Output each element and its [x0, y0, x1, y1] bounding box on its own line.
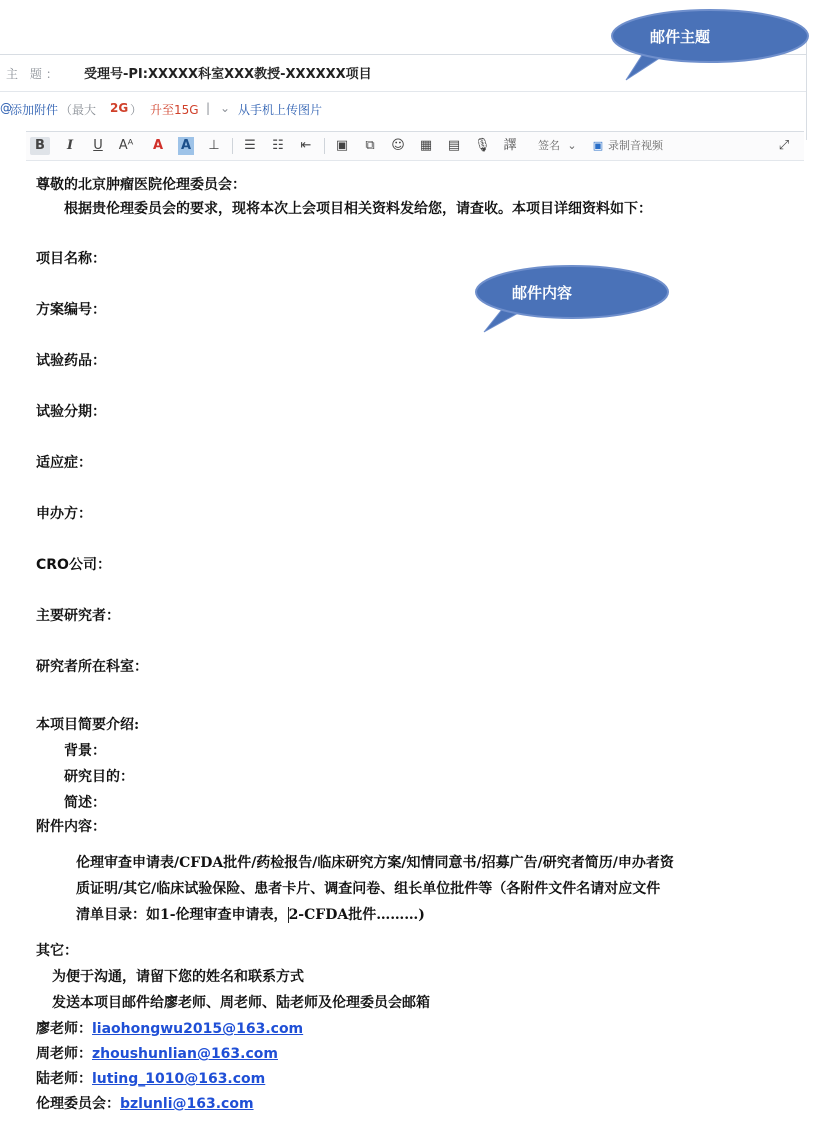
content-callout-label: 邮件内容	[512, 284, 573, 302]
attachment-bar	[0, 92, 806, 126]
image-icon[interactable]: ▣	[335, 138, 349, 153]
emoji-icon[interactable]: ☺	[391, 138, 405, 153]
max-size-close: ）	[130, 103, 143, 117]
field-protocol-number: 方案编号：	[36, 302, 106, 318]
add-attachment-link[interactable]: 添加附件	[10, 103, 59, 117]
mobile-upload-link[interactable]: 从手机上传图片	[238, 103, 323, 117]
italic-button[interactable]: I	[66, 138, 74, 153]
attach-divider: |	[206, 101, 211, 115]
field-test-drug: 试验药品：	[36, 353, 106, 369]
contact-email-link[interactable]: zhoushunlian@163.com	[92, 1046, 278, 1062]
contact-row	[36, 1093, 254, 1113]
contact-row	[36, 1018, 303, 1038]
subject-callout	[608, 6, 813, 84]
contact-email-link[interactable]: luting_1010@163.com	[92, 1071, 266, 1087]
background-color-button[interactable]: A	[178, 137, 194, 155]
field-sponsor: 申办方：	[36, 506, 92, 522]
contact-name: 陆老师：	[36, 1071, 92, 1087]
calendar-icon[interactable]: ▤	[447, 138, 461, 153]
email-body[interactable]	[0, 160, 826, 1130]
greeting: 尊敬的北京肿瘤医院伦理委员会：	[36, 177, 246, 193]
attachments-line-2: 质证明/其它/临床试验保险、患者卡片、调查问卷、组长单位批件等（各附件文件名请对应文件	[76, 881, 661, 897]
format-brush-button[interactable]: ⊥	[208, 138, 220, 153]
font-size-button[interactable]: Aᴬ	[118, 138, 134, 153]
contact-row	[36, 1043, 278, 1063]
summary-objective: 研究目的：	[64, 769, 134, 785]
field-principal-investigator: 主要研究者：	[36, 608, 120, 624]
microphone-icon[interactable]: 🎙	[474, 138, 491, 153]
signature-dropdown[interactable]: 签名	[538, 139, 560, 152]
attachments-line-3-part-a: 清单目录：如1-伦理审查申请表，	[76, 907, 288, 923]
attachments-line-3	[76, 904, 425, 924]
indent-button[interactable]: ⇤	[300, 138, 312, 153]
field-project-name: 项目名称：	[36, 251, 106, 267]
chevron-down-icon[interactable]: ⌄	[220, 101, 231, 115]
subject-label: 主 题：	[6, 67, 62, 81]
summary-title: 本项目简要介绍:	[36, 717, 140, 733]
intro-paragraph: 根据贵伦理委员会的要求，现将本次上会项目相关资料发给您，请查收。本项目详细资料如下：	[64, 201, 652, 217]
subject-input[interactable]: 受理号-PI:XXXXX科室XXX教授-XXXXXX项目	[84, 67, 372, 82]
toolbar-separator	[232, 138, 233, 154]
contact-email-link[interactable]: liaohongwu2015@163.com	[92, 1021, 304, 1037]
contact-email-link[interactable]: bzlunli@163.com	[120, 1096, 254, 1112]
max-size-value: 2G	[110, 101, 129, 115]
attachments-line-3-part-b: 2-CFDA批件………)	[288, 907, 425, 923]
field-cro: CRO公司：	[36, 557, 111, 573]
field-indication: 适应症：	[36, 455, 92, 471]
underline-button[interactable]: U	[93, 138, 103, 153]
contact-name: 周老师：	[36, 1046, 92, 1062]
bold-button[interactable]: B	[30, 137, 50, 155]
translate-icon[interactable]: 譯	[503, 138, 517, 153]
font-color-button[interactable]: A	[152, 138, 164, 153]
align-button[interactable]: ☰	[244, 138, 256, 153]
other-line-2: 发送本项目邮件给廖老师、周老师、陆老师及伦理委员会邮箱	[52, 995, 430, 1011]
chevron-down-icon[interactable]: ⌄	[567, 139, 577, 152]
contact-name: 廖老师：	[36, 1021, 92, 1037]
summary-background: 背景：	[64, 743, 106, 759]
upgrade-link[interactable]: 升至15G	[150, 103, 199, 117]
template-icon[interactable]: ▦	[419, 138, 433, 153]
expand-icon[interactable]: ⤢	[778, 138, 790, 153]
video-record-icon[interactable]: ▣	[592, 139, 604, 152]
field-trial-phase: 试验分期：	[36, 404, 106, 420]
editor-toolbar	[26, 131, 804, 161]
max-size-open: （最大	[60, 103, 97, 117]
subject-callout-label: 邮件主题	[650, 28, 711, 46]
other-line-1: 为便于沟通，请留下您的姓名和联系方式	[52, 969, 304, 985]
screenshot-icon[interactable]: ⧉	[365, 138, 375, 153]
summary-description: 简述：	[64, 795, 106, 811]
record-video-button[interactable]: 录制音视频	[608, 139, 663, 152]
contact-row	[36, 1068, 265, 1088]
list-button[interactable]: ☷	[272, 138, 284, 153]
attachments-line-1: 伦理审查申请表/CFDA批件/药检报告/临床研究方案/知情同意书/招募广告/研究者简历/申办者资	[76, 855, 674, 871]
paperclip-icon[interactable]: @	[0, 101, 12, 115]
field-investigator-department: 研究者所在科室：	[36, 659, 148, 675]
attachments-title: 附件内容：	[36, 819, 106, 835]
other-title: 其它：	[36, 943, 78, 959]
toolbar-separator	[324, 138, 325, 154]
contact-name: 伦理委员会：	[36, 1096, 120, 1112]
